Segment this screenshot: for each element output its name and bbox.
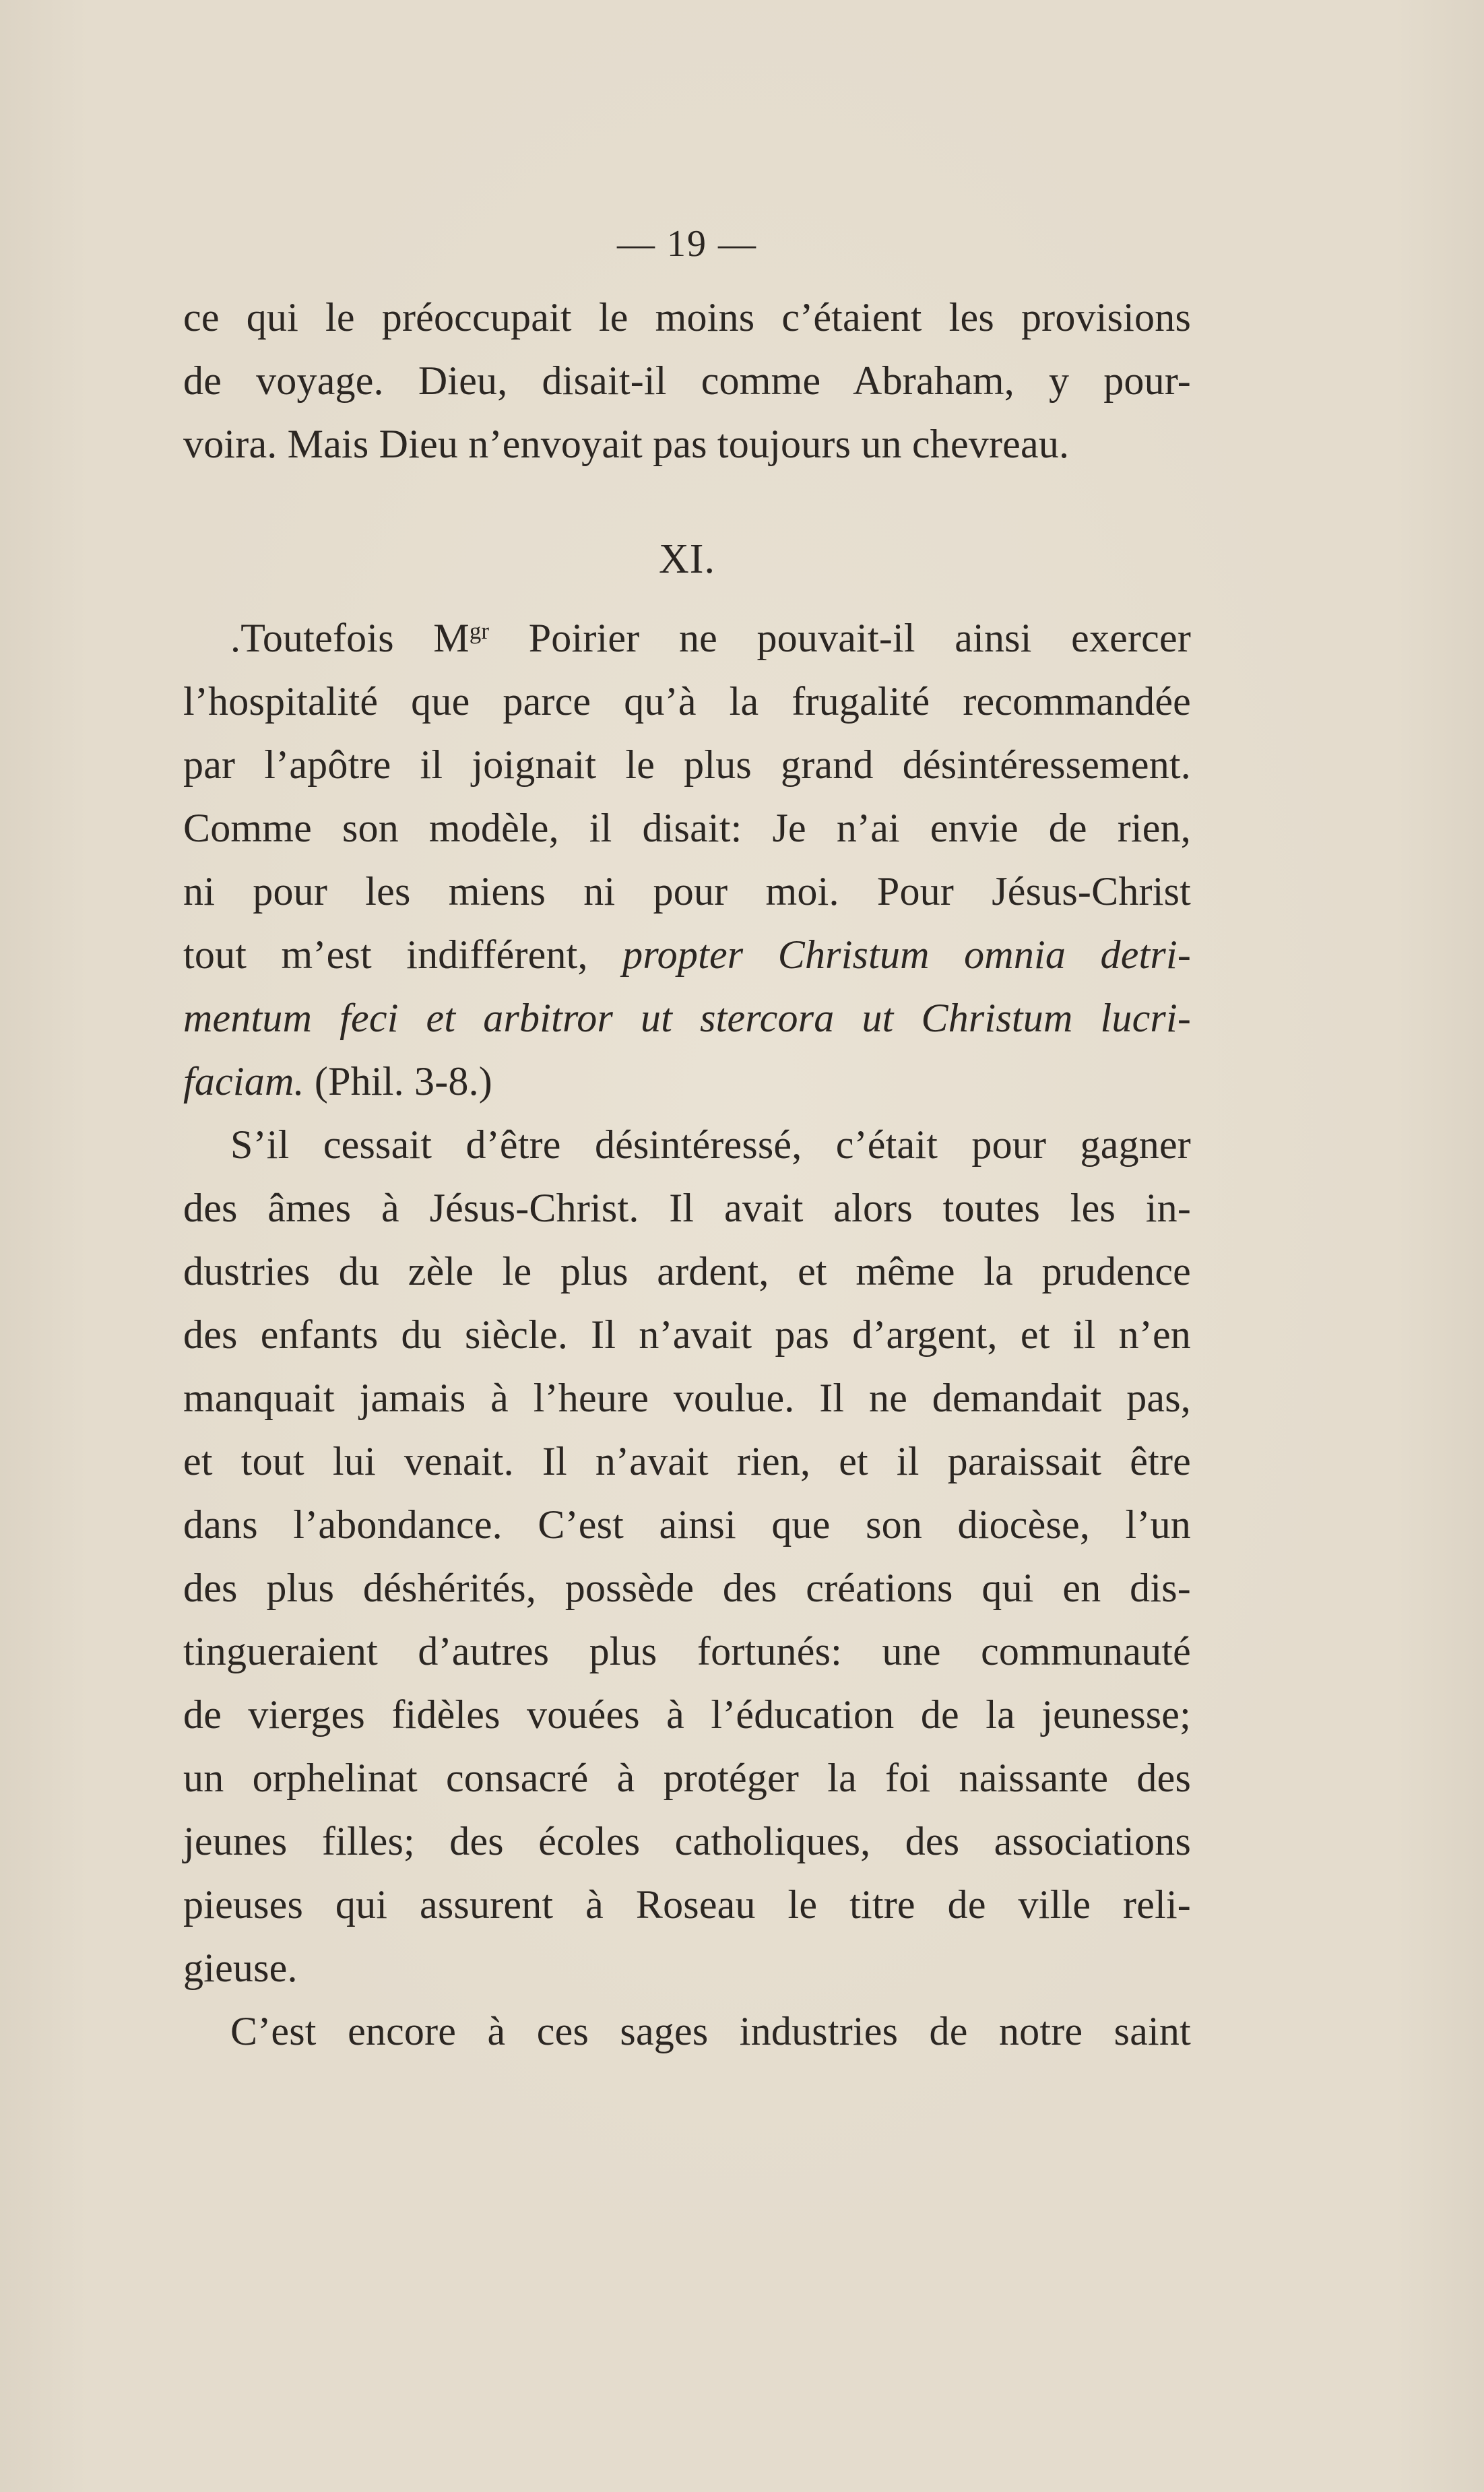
page-number: — 19 — xyxy=(617,223,757,265)
text-line: et tout lui venait. Il n’avait rien, et il paraissait être xyxy=(183,1439,1191,1483)
text-run: Poirier ne pouvait-il ainsi exercer xyxy=(489,616,1191,660)
text-line: jeunes filles; des écoles catholiques, des associations xyxy=(183,1819,1191,1863)
text-line: des âmes à Jésus-Christ. Il avait alors toutes les in- xyxy=(183,1186,1191,1230)
text-line: Comme son modèle, il disait: Je n’ai envie de rien, xyxy=(183,806,1191,850)
text-line: des plus déshérités, possède des créations qui en dis- xyxy=(183,1566,1191,1610)
text-line: de voyage. Dieu, disait-il comme Abraham, y pour- xyxy=(183,358,1191,403)
text-line: un orphelinat consacré à protéger la foi naissante des xyxy=(183,1756,1191,1800)
text-run: tout m’est indifférent, xyxy=(183,932,623,977)
text-line: dans l’abondance. C’est ainsi que son diocèse, l’un xyxy=(183,1502,1191,1547)
text-line: l’hospitalité que parce qu’à la frugalité recommandée xyxy=(183,679,1191,724)
section-heading: XI. xyxy=(659,536,715,582)
text-run: (Phil. 3-8.) xyxy=(304,1059,492,1104)
text-line: ce qui le préoccupait le moins c’étaient les provisions xyxy=(183,295,1191,340)
text-line: des enfants du siècle. Il n’avait pas d’argent, et il n’en xyxy=(183,1312,1191,1357)
text-line: C’est encore à ces sages industries de notre saint xyxy=(230,2009,1191,2053)
superscript-abbreviation: gr xyxy=(469,617,490,644)
text-line: ni pour les miens ni pour moi. Pour Jésus-Christ xyxy=(183,869,1191,914)
text-line xyxy=(183,1050,1191,1113)
text-line xyxy=(183,606,1191,670)
text-line: pieuses qui assurent à Roseau le titre de ville reli- xyxy=(183,1882,1191,1927)
text-line xyxy=(183,986,1191,1050)
text-line: S’il cessait d’être désintéressé, c’était pour gagner xyxy=(230,1122,1191,1167)
text-line: tingueraient d’autres plus fortunés: une communauté xyxy=(183,1629,1191,1673)
latin-quote: mentum feci et arbitror ut stercora ut Christum lucri- xyxy=(183,996,1191,1040)
text-line: par l’apôtre il joignait le plus grand désintéressement. xyxy=(183,742,1191,787)
text-line: dustries du zèle le plus ardent, et même la prudence xyxy=(183,1249,1191,1293)
text-line: de vierges fidèles vouées à l’éducation de la jeunesse; xyxy=(183,1692,1191,1737)
text-run: .Toutefois M xyxy=(230,616,470,660)
text-line: manquait jamais à l’heure voulue. Il ne demandait pas, xyxy=(183,1376,1191,1420)
text-line: voira. Mais Dieu n’envoyait pas toujours un chevreau. xyxy=(183,422,1070,466)
latin-quote: propter Christum omnia detri- xyxy=(622,932,1191,977)
text-line: gieuse. xyxy=(183,1946,298,1990)
latin-quote: faciam. xyxy=(183,1059,304,1104)
text-line xyxy=(183,923,1191,986)
